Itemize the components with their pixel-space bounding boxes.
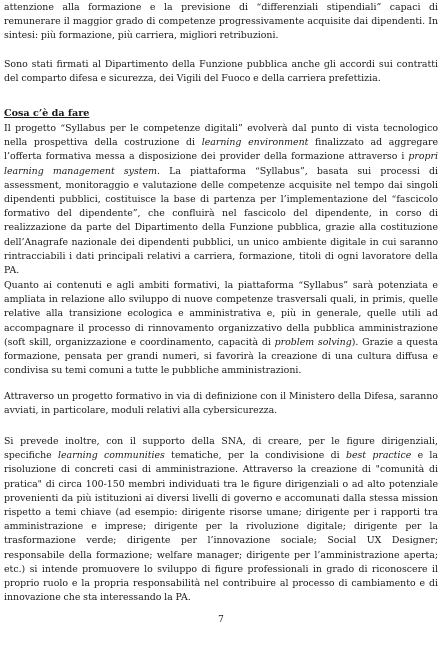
paragraph-accordi-contratti: Sono stati firmati al Dipartimento della Funzione pubblica anche gli accordi sui contratti del comparto difesa e sicurezza, dei Vigili del Fuoco e della carriera prefettizia. [4,59,438,85]
text-run: Si prevede inoltre, con il supporto della SNA, di creare, per le figure dirigenziali, specifiche [4,436,438,462]
section-heading: Cosa c’è da fare [4,108,90,119]
italic-term: problem solving [274,336,352,348]
paragraph-sna-communities [4,435,438,605]
page-number: 7 [218,615,224,625]
paragraph-differenziali: attenzione alla formazione e la previsione di “differenziali stipendiali” capaci di remunerare il maggior grado di competenze progressivamente acquisite dai dipendenti. In sintesi: più formazione, più carriera, migliori retribuzioni. [4,2,438,42]
italic-term: learning environment [201,137,309,149]
text-run: ). Grazie a questa formazione, pensata per grandi numeri, si favorirà la creazione di una cultura diffusa e condivisa su temi comuni a tutte le pubbliche amministrazioni. [4,336,438,377]
text-run: e la risoluzione di concreti casi di amministrazione. Attraverso la creazione di "comunità di pratica" di circa 100-150 membri individuati tra le figure dirigenziali o ad alto potenziale provenienti da più istituzioni ai diversi livelli di governo e accomunati dalla stessa mission rispetto a temi chiave (ad esempio: dirigente risorse umane; dirigente per i rapporti tra amministrazione e imprese; dirigente per la rivoluzione digitale; dirigente per la trasformazione verde; dirigente per l’innovazione sociale; Social UX Designer; responsabile della formazione; welfare manager; dirigente per l’amministrazione aperta; etc.) si intende promuovere lo sviluppo di figure professionali in grado di riconoscere il proprio ruolo e la propria responsabilità nel contribuire al processo di cambiamento e di innovazione che sta interessando la PA. [4,450,438,604]
text-run: Il progetto “Syllabus per le competenze digitali” evolverà dal punto di vista tecnologico nella prospettiva della costruzione di [4,123,438,149]
paragraph-contenuti-formativi [4,279,438,378]
italic-term: best practice [345,450,412,462]
paragraph-syllabus-progetto [4,122,438,278]
text-run: tematiche, per la condivisione di [164,450,346,462]
italic-term: learning communities [58,450,165,462]
text-run: finalizzato ad aggregare l’offerta formativa messa a disposizione dei provider della formazione attraverso i [4,137,438,163]
text-run: . La piattaforma “Syllabus”, basata sui processi di assessment, monitoraggio e valutazione delle competenze acquisite nel tempo dai singoli dipendenti pubblici, costituisce la base di partenza per l’implementazione del “fascicolo formativo del dipendente”, che confluirà nel fascicolo del dipendente, in corso di realizzazione da parte del Dipartimento della Funzione pubblica, grazie alla costituzione dell’Anagrafe nazionale dei dipendenti pubblici, un unico ambiente digitale in cui saranno rintracciabili i dati principali relativi a carriera, formazione, titoli di ogni lavoratore della PA. [4,165,438,277]
paragraph-difesa-cybersicurezza: Attraverso un progetto formativo in via di definizione con il Ministero della Difesa, saranno avviati, in particolare, moduli relativi alla cybersicurezza. [4,391,438,417]
italic-term: propri learning management system [4,151,438,177]
text-run: Quanto ai contenuti e agli ambiti formativi, la piattaforma “Syllabus” sarà potenziata e ampliata in relazione allo sviluppo di nuove competenze trasversali quali, in primis, quelle relative alla transizione ecologica e amministrativa e, più in generale, quelle utili ad accompagnare il processo di rinnovamento organizzativo della pubblica amministrazione (soft skill, organizzazione e coordinamento, capacità di [4,280,438,348]
